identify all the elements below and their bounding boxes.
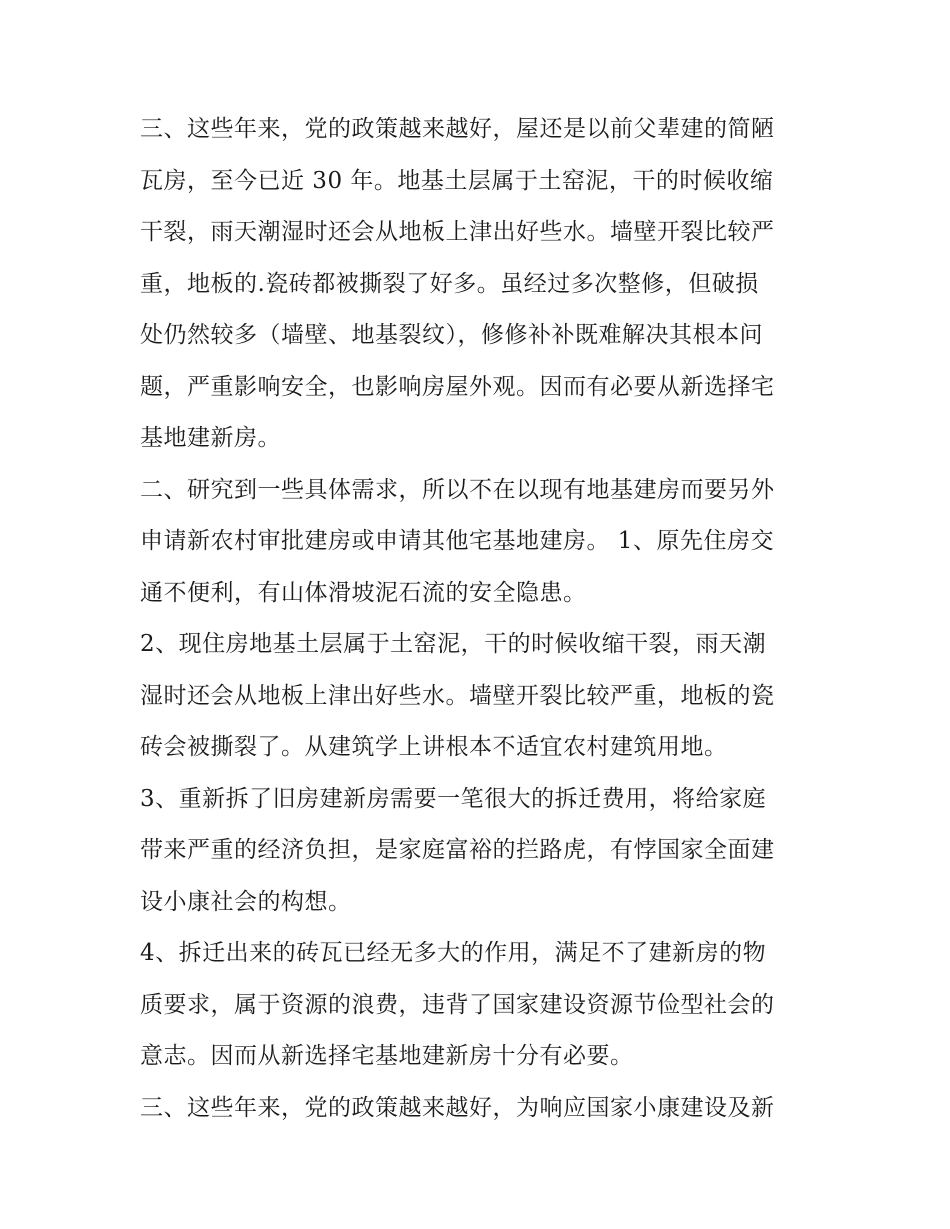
text-line: 重，地板的.瓷砖都被撕裂了好多。虽经过多次整修，但破损 — [140, 270, 759, 297]
text-line: 瓦房，至今已近 30 年。地基土层属于土窑泥，干的时候收缩 — [140, 167, 774, 194]
text-line: 设小康社会的构想。 — [140, 888, 352, 915]
text-line: 砖会被撕裂了。从建筑学上讲根本不适宜农村建筑用地。 — [140, 734, 728, 760]
text-line: 4、拆迁出来的砖瓦已经无多大的作用，满足不了建新房的物 — [140, 940, 767, 966]
text-line: 基地建新房。 — [140, 425, 281, 451]
text-line: 湿时还会从地板上津出好些水。墙壁开裂比较严重，地板的瓷 — [140, 682, 775, 709]
text-line: 3、重新拆了旧房建新房需要一笔很大的拆迁费用，将给家庭 — [140, 785, 767, 812]
text-line: 通不便利，有山体滑坡泥石流的安全隐患。 — [140, 579, 587, 606]
text-line: 申请新农村审批建房或申请其他宅基地建房。 1、原先住房交 — [140, 528, 774, 554]
text-line: 质要求，属于资源的浪费，违背了国家建设资源节俭型社会的 — [140, 991, 775, 1018]
text-line: 二、研究到一些具体需求，所以不在以现有地基建房而要另外 — [140, 476, 775, 503]
text-line: 带来严重的经济负担，是家庭富裕的拦路虎，有悖国家全面建 — [140, 837, 775, 863]
text-line: 意志。因而从新选择宅基地建新房十分有必要。 — [140, 1043, 634, 1069]
text-line: 三、这些年来，党的政策越来越好，为响应国家小康建设及新 — [140, 1094, 775, 1121]
text-line: 干裂，雨天潮湿时还会从地板上津出好些水。墙壁开裂比较严 — [140, 219, 775, 245]
text-line: 2、现住房地基土层属于土窑泥，干的时候收缩干裂，雨天潮 — [140, 631, 767, 657]
text-line: 题，严重影响安全，也影响房屋外观。因而有必要从新选择宅 — [140, 373, 775, 400]
text-line: 处仍然较多（墙壁、地基裂纹），修修补补既难解决其根本问 — [140, 322, 763, 348]
text-line: 三、这些年来，党的政策越来越好，屋还是以前父辈建的简陋 — [140, 116, 775, 142]
document-body — [140, 104, 820, 1134]
